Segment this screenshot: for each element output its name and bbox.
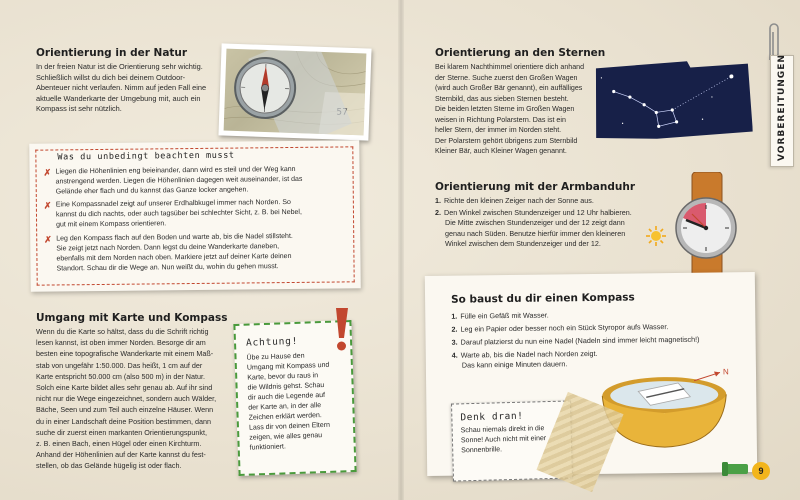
cross-icon: ✗ [43,200,52,211]
compass-photo [218,43,371,140]
bau-step: 1. Fülle ein Gefäß mit Wasser. [451,310,549,321]
heading-armbanduhr: Orientierung mit der Armbanduhr [435,181,635,193]
sterne-text: Bei klarem Nachthimmel orientiere dich anhand der Sterne. Suche zuerst den Großen Wagen (wird auch Großer Bär genannt), ein auffälliges Sternbild, das aus sieben Sternen besteht. Die beiden letzten Sterne im Großen Wagen weisen in Richtung Polarstern. Das ist ein heller Stern, der immer im Norden steht. Der Polarstern gehört übrigens zum Sternbild Kleiner Bär, auch Kleiner Wagen genannt. [435,63,585,155]
bau-step: 2. Leg ein Papier oder besser noch ein Stück Styropor aufs Wasser. [451,322,669,334]
heading-umgang-karte: Umgang mit Karte und Kompass [36,312,228,324]
denk-dran-text: Schau niemals direkt in die Sonne! Auch nicht mit einer Sonnenbrille. [460,425,547,455]
karte-text: Wenn du die Karte so hältst, dass du die Schrift richtig lesen kannst, ist oben immer Norden. Besorge dir am besten eine topografische Wanderkarte mit einem Maß- stab von ungefähr 1:50.000. Das heißt, 1 cm auf der Karte entspricht 50.000 cm (also 500 m) in der Natur. Solch eine Karte bildet alles sehr genau ab. Auf ihr sind nicht nur die Wege eingezeichnet, sondern auch Wälder, Bäche, Seen und zum Teil auch einzelne Häuser. Wenn du in einer Landschaft deine Position bestimmen, dann suche dir zuerst einen markanten Orientierungspunkt, z. B. einen Bach, einen Hügel oder einen Kirchturm. Anhand der Höhenlinien auf der Karte kannst du fest- stellen, ob das Gelände hügelig ist oder flach. [36,327,217,471]
section-tab-label: VORBEREITUNGEN [777,54,787,161]
bau-step: 4. Warte ab, bis die Nadel nach Norden zeigt. Das kann einige Minuten dauern. [451,348,598,370]
denk-dran-title: Denk dran! [460,410,524,424]
uhr-step: 2. Den Winkel zwischen Stundenzeiger und 12 Uhr halbieren. Die Mitte zwischen Stundenzeiger und der 12 zeigt dann genau nach Süden. Benutze hierfür immer den kleineren Winkel zwischen dem Stundenzeiger und der 12. [435,208,632,249]
page-gutter [398,0,404,500]
exclamation-icon [328,306,354,352]
tips-box-title: Was du unbedingt beachten musst [53,151,238,163]
north-label: N [722,367,729,377]
cross-icon: ✗ [43,167,52,178]
heading-kompass-bauen: So baust du dir einen Kompass [451,291,635,306]
tip-item: ✗ Leg den Kompass flach auf den Boden und warte ab, bis die Nadel stillsteht. Sie zeigt jetzt nach Norden. Dann legst du deine Wanderkarte daneben, ebenfalls mit dem Norden nach oben. Markiere jetzt auf deiner Karte deinen Standort. Schau dir die Wege an. Nun weißt du, wohin du gehen musst. [44,232,293,273]
achtung-text: Übe zu Hause den Umgang mit Kompass und Karte, bevor du raus in die Wildnis gehst. Schau dir auch die Legende auf der Karte an, in der alle Zeichen erklärt werden. Lass dir von deinen Eltern zeigen, wie alles genau funktioniert. [246,352,331,452]
compass-on-map-icon [224,49,367,136]
natur-text: In der freien Natur ist die Orientierung sehr wichtig. Schließlich willst du dich bei deinem Outdoor- Abenteuer nicht verlaufen. Nimm auf jeden Fall eine aktuelle Wanderkarte der Umgebung mit, auch ein Kompass ist sehr nützlich. [36,62,207,114]
night-sky-image [591,58,753,142]
tip-item: ✗ Eine Kompassnadel zeigt auf unserer Erdhalbkugel immer nach Norden. So kannst du dich nachts, oder auch tagsüber bei schlechter Sicht, z. B. bei Nebel, gut mit einem Kompass orientieren. [43,198,302,229]
constellation-icon [591,58,753,142]
uhr-step: 1. Richte den kleinen Zeiger nach der Sonne aus. [435,196,594,205]
page-number: 9 [752,462,770,480]
bau-step: 3. Darauf platzierst du nun eine Nadel (Nadeln sind immer leicht magnetisch!) [451,334,700,347]
wristwatch-icon [668,172,748,282]
cross-icon: ✗ [44,234,52,245]
heading-orientierung-sterne: Orientierung an den Sternen [435,47,606,59]
sun-icon [646,226,666,246]
tips-box [29,140,361,291]
water-bowl-icon [594,356,745,458]
achtung-title: Achtung! [245,335,299,349]
tip-item: ✗ Liegen die Höhenlinien eng beieinander, dann wird es steil und der Weg kann anstrengend werden. Liegen die Höhenlinien dagegen weit auseinander, ist das Gelände eher flach und du kannst das Ganze locker angehen. [43,165,303,196]
heading-orientierung-natur: Orientierung in der Natur [36,47,188,59]
